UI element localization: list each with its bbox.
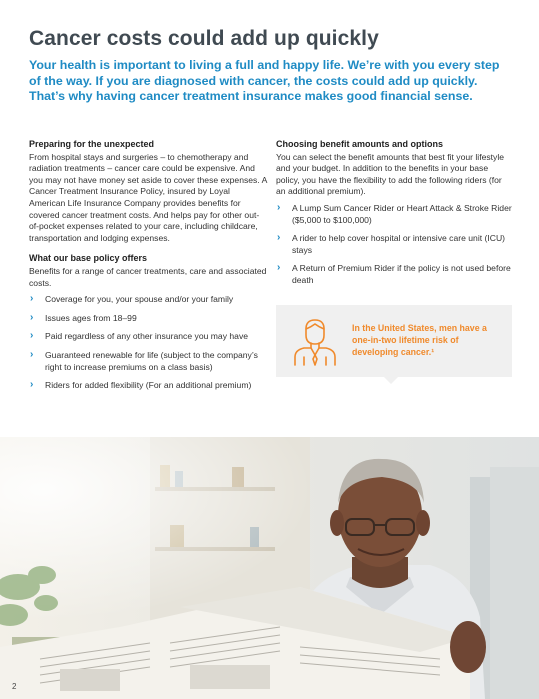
list-item: › Guaranteed renewable for life (subject to the company’s right to increase premiums on a class basis) (30, 348, 258, 372)
intro-paragraph: Your health is important to living a full and happy life. We’re with you every step of the way. If you are diagnosed with cancer, the costs could add up quickly. That’s why having cancer treatment insurance makes good financial sense. (29, 58, 500, 103)
section-body-base-policy: Benefits for a range of cancer treatments, care and associated costs. (29, 265, 267, 288)
list-item: › Issues ages from 18–99 (30, 311, 137, 323)
chevron-right-icon: › (30, 330, 34, 342)
section-body-preparing: From hospital stays and surgeries – to chemotherapy and radiation treatments – cancer care could be expensive. And you may not have money set aside to cover these expenses. A Cancer Treatment Insurance Policy, insured by Loyal American Life Insurance Company provides benefits for covered cancer treatment costs. And helps pay for other out-of-pocket expenses related to your care, including childcare, transportation and lodging expenses. (29, 151, 267, 243)
left-column (29, 139, 267, 399)
chevron-right-icon: › (277, 201, 281, 213)
man-reading-newspaper-photo (0, 437, 539, 699)
section-base-policy (29, 253, 267, 391)
callout-text: In the United States, men have a one-in-two lifetime risk of developing cancer.¹ (352, 323, 487, 357)
riders-list (276, 203, 512, 287)
callout-pointer (384, 377, 398, 384)
list-item: › A Return of Premium Rider if the policy is not used before death (277, 262, 511, 285)
list-item: › A rider to help cover hospital or intensive care unit (ICU) stays (277, 232, 506, 255)
chevron-right-icon: › (30, 379, 34, 391)
section-heading-benefit-amounts: Choosing benefit amounts and options (276, 139, 443, 149)
section-heading-preparing: Preparing for the unexpected (29, 139, 155, 149)
page-number: 2 (12, 682, 17, 691)
photo-illustration (0, 437, 539, 699)
section-body-benefit-amounts: You can select the benefit amounts that best fit your lifestyle and your budget. In addition to the benefits in your base policy, you have the flexibility to add the following riders (for an additional premium). (276, 151, 505, 197)
list-item: › Riders for added flexibility (For an additional premium) (30, 379, 252, 391)
right-column (276, 139, 512, 294)
chevron-right-icon: › (30, 311, 34, 323)
man-avatar-icon (292, 315, 338, 367)
page-title: Cancer costs could add up quickly (29, 27, 379, 50)
statistic-callout (276, 305, 512, 377)
base-policy-list (29, 294, 267, 392)
chevron-right-icon: › (30, 348, 34, 360)
chevron-right-icon: › (30, 293, 34, 305)
list-item: › Paid regardless of any other insurance you may have (30, 330, 249, 342)
chevron-right-icon: › (277, 232, 281, 244)
section-heading-base-policy: What our base policy offers (29, 253, 148, 264)
list-item: › Coverage for you, your spouse and/or your family (30, 293, 234, 305)
chevron-right-icon: › (277, 262, 281, 274)
list-item: › A Lump Sum Cancer Rider or Heart Attack & Stroke Rider ($5,000 to $100,000) (277, 201, 512, 225)
